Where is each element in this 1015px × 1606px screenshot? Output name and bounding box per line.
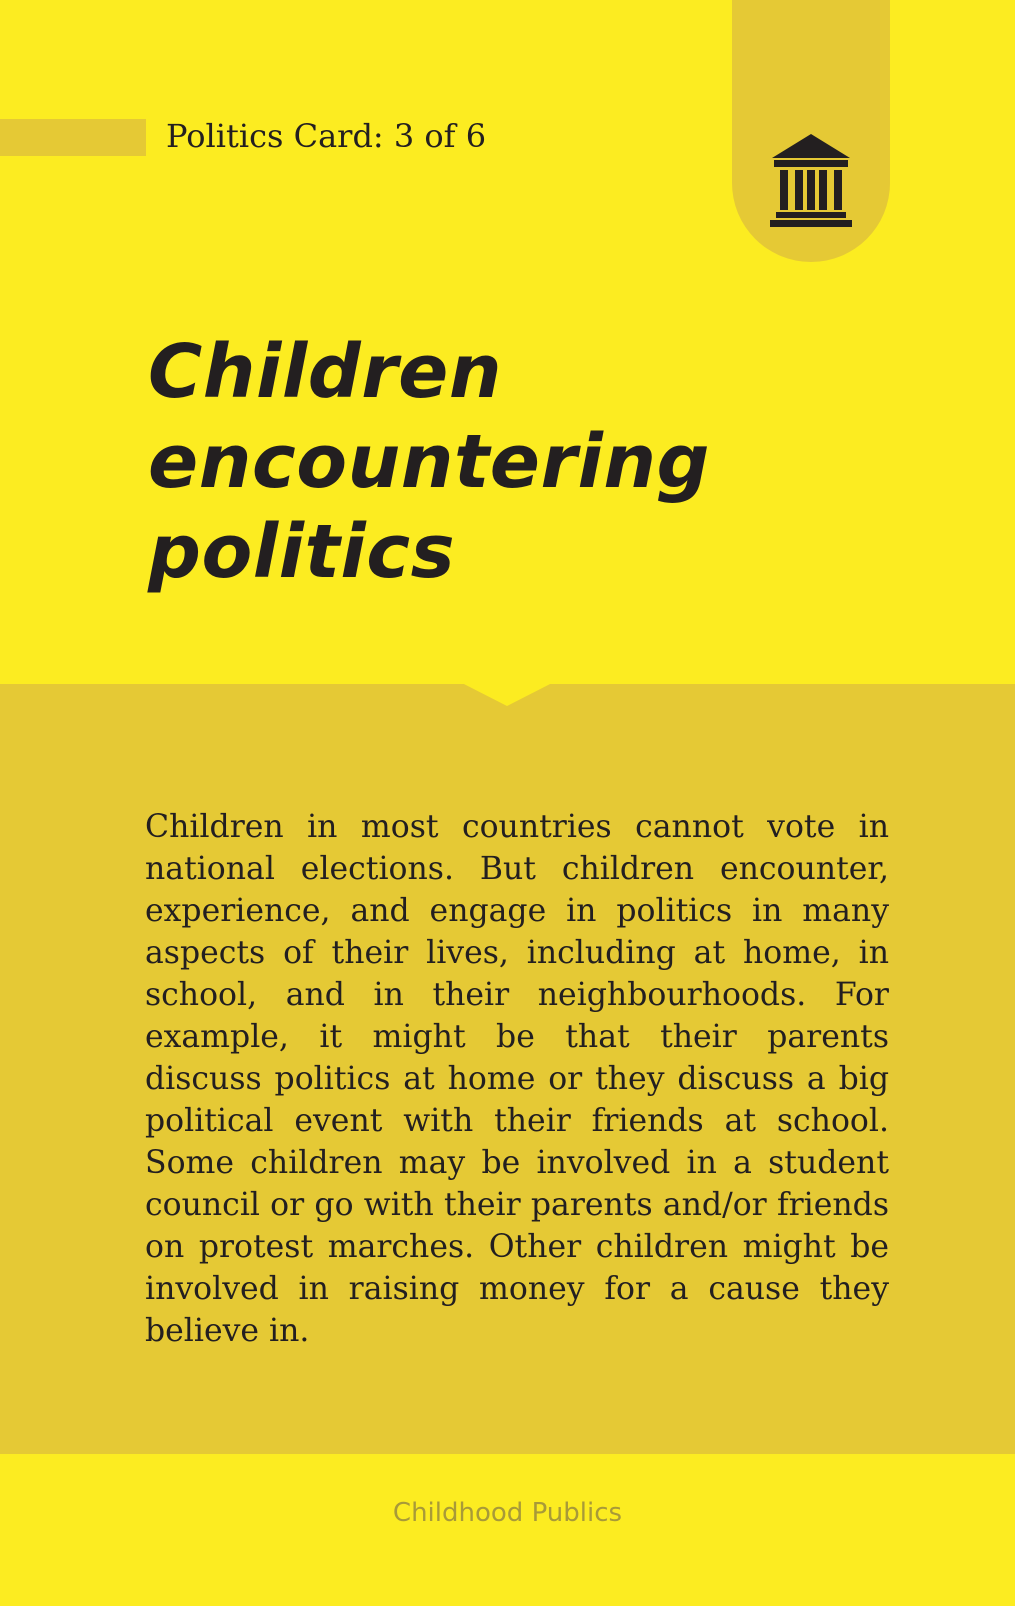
title-line-3: politics	[148, 509, 456, 595]
title-line-1: Children	[148, 329, 503, 415]
title-line-2: encountering	[148, 419, 711, 505]
government-building-icon	[770, 132, 852, 228]
card-title	[148, 327, 848, 597]
footer-brand: Childhood Publics	[392, 1498, 623, 1528]
card-label: Politics Card: 3 of 6	[166, 117, 487, 155]
panel-notch	[460, 682, 554, 706]
category-tab	[732, 0, 890, 262]
body-text: Children in most countries cannot vote in national elections. But children encounter, experience, and engage in politics in many aspects of their lives, including at home, in school, and in their neighbourhoods. For example, it might be that their parents discuss politics at home or they discuss a big political event with their friends at school. Some children may be involved in a student council or go with their parents and/or friends on protest marches. Other children might be involved in raising money for a cause they believe in.	[145, 809, 889, 1349]
label-accent-bar	[0, 119, 146, 156]
